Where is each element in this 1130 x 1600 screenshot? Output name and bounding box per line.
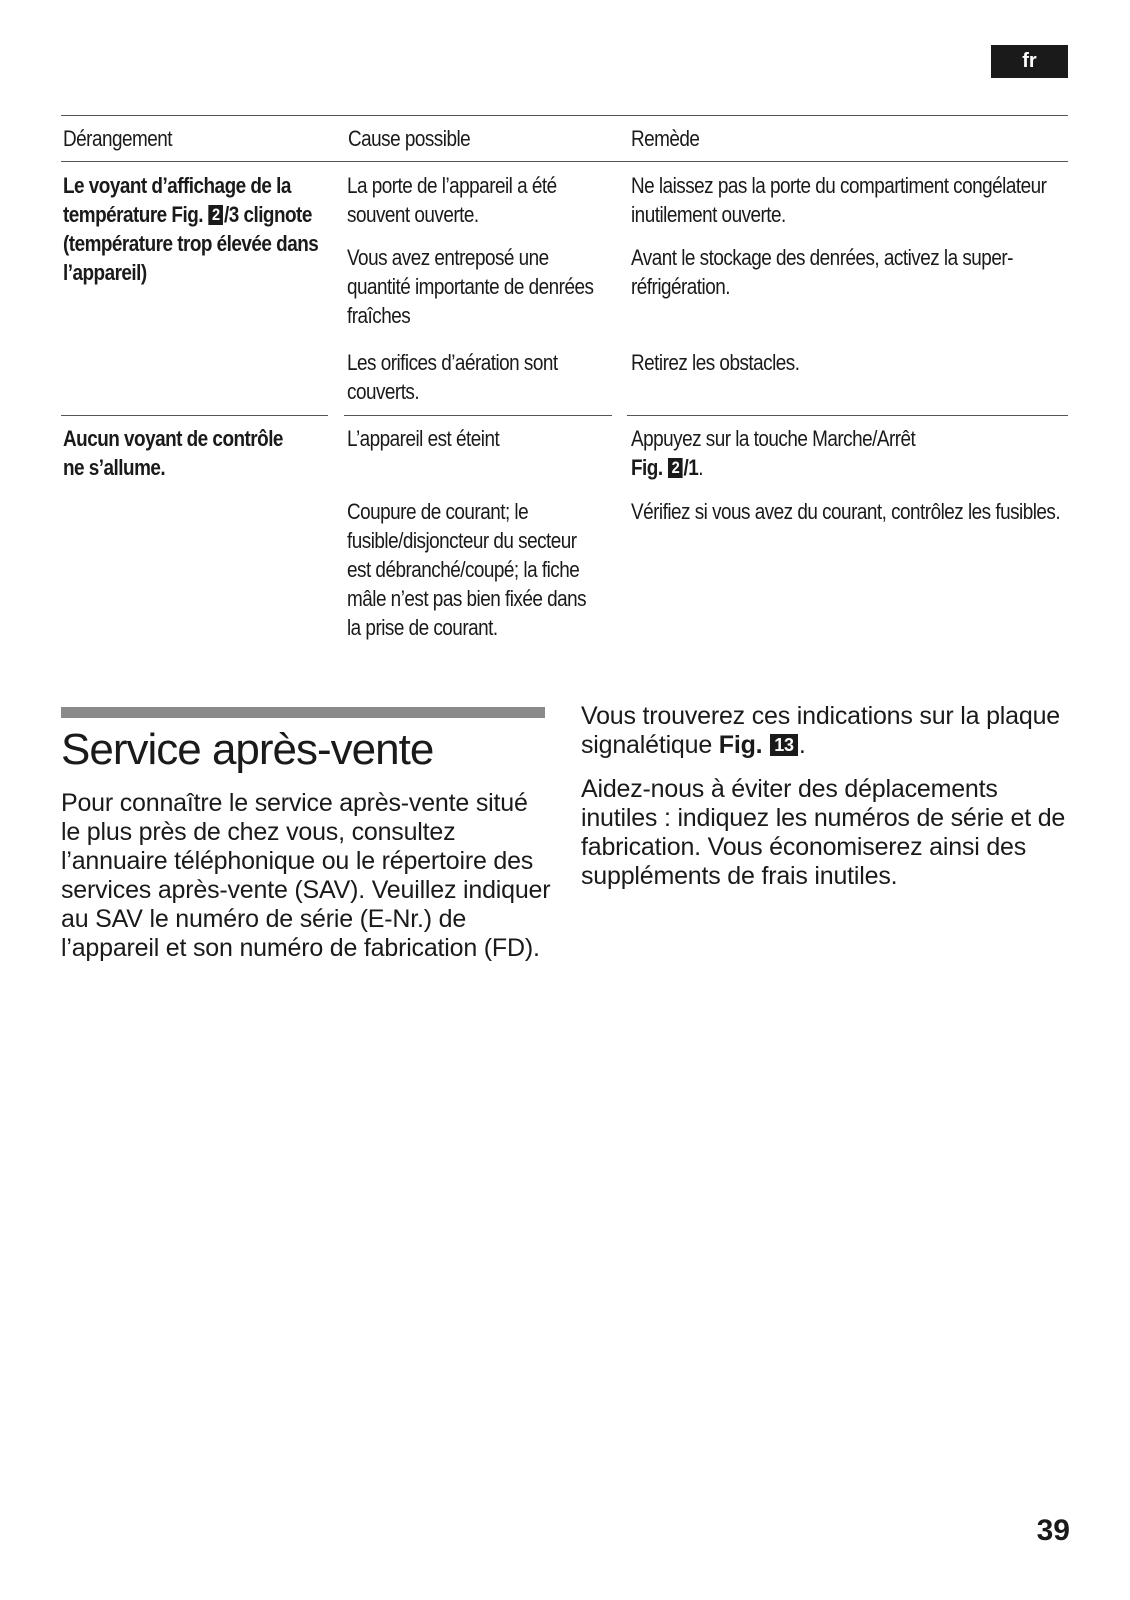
fig-label: Fig.: [631, 455, 663, 480]
figure-number-badge: 2: [668, 458, 682, 478]
fig-end: .: [798, 731, 806, 759]
figure-number-badge: 13: [770, 734, 798, 756]
figure-number-badge: 2: [209, 205, 223, 225]
fig-end: .: [698, 455, 704, 480]
row2-remedy-1-text: Appuyez sur la touche Marche/Arrêt: [631, 426, 916, 451]
service-right-paragraph-2: Aidez-nous à éviter des déplacements inutiles : indiquez les numéros de série et de fabrication. Vous économiserez ainsi des suppléments de frais inutiles.: [581, 775, 1066, 890]
header-problem: Dérangement: [63, 126, 172, 151]
language-badge: fr: [991, 45, 1068, 78]
row2-cause-2: Coupure de courant; le fusible/disjoncteur du secteur est débranché/coupé; la fiche mâle n’est pas bien fixée dans la prise de courant.: [347, 499, 587, 640]
row1-cause-1: La porte de l’appareil a été souvent ouverte.: [347, 173, 557, 227]
row1-remedy-3: Retirez les obstacles.: [631, 350, 800, 375]
fig-label: Fig.: [718, 731, 763, 759]
row-rule-left: [61, 415, 328, 416]
header-rule: [61, 161, 1068, 162]
header-cause: Cause possible: [348, 126, 471, 151]
page-number: 39: [1036, 1514, 1070, 1547]
row2-cause-1: L’appareil est éteint: [347, 426, 500, 451]
section-divider-bar: [61, 707, 545, 718]
table-top-rule: [61, 115, 1068, 116]
row1-remedy-2: Avant le stockage des denrées, activez la super-réfrigération.: [631, 245, 1013, 299]
row1-cause-3: Les orifices d’aération sont couverts.: [347, 350, 558, 404]
row1-problem: [63, 171, 321, 287]
row2-remedy-1: [631, 424, 1061, 482]
row1-cause-2: Vous avez entreposé une quantité importante de denrées fraîches: [347, 245, 594, 328]
row-rule-right: [627, 415, 1068, 416]
header-remedy: Remède: [631, 126, 700, 151]
row1-problem-text2: /3 clignote (température trop élevée dans l’appareil): [63, 202, 319, 285]
row1-remedy-1: Ne laissez pas la porte du compartiment congélateur inutilement ouverte.: [631, 173, 1047, 227]
service-left-paragraph: Pour connaître le service après-vente situé le plus près de chez vous, consultez l’annuaire téléphonique ou le répertoire des services après-vente (SAV). Veuillez indiquer au SAV le numéro de série (E-Nr.) de l’appareil et son numéro de fabrication (FD).: [61, 789, 551, 962]
service-right-paragraph-1-text: Vous trouverez ces indications sur la plaque signalétique: [581, 702, 1060, 759]
row2-problem: Aucun voyant de contrôle ne s’allume.: [63, 426, 283, 480]
row-rule-middle: [344, 415, 612, 416]
service-right-paragraph-1: [581, 702, 1071, 760]
row2-remedy-2: Vérifiez si vous avez du courant, contrôlez les fusibles.: [631, 499, 1061, 524]
section-title: Service après-vente: [61, 725, 434, 774]
fig-suffix: /1: [683, 455, 699, 480]
row1-problem-text1: Le voyant d’affichage de la température Fig.: [63, 173, 291, 227]
